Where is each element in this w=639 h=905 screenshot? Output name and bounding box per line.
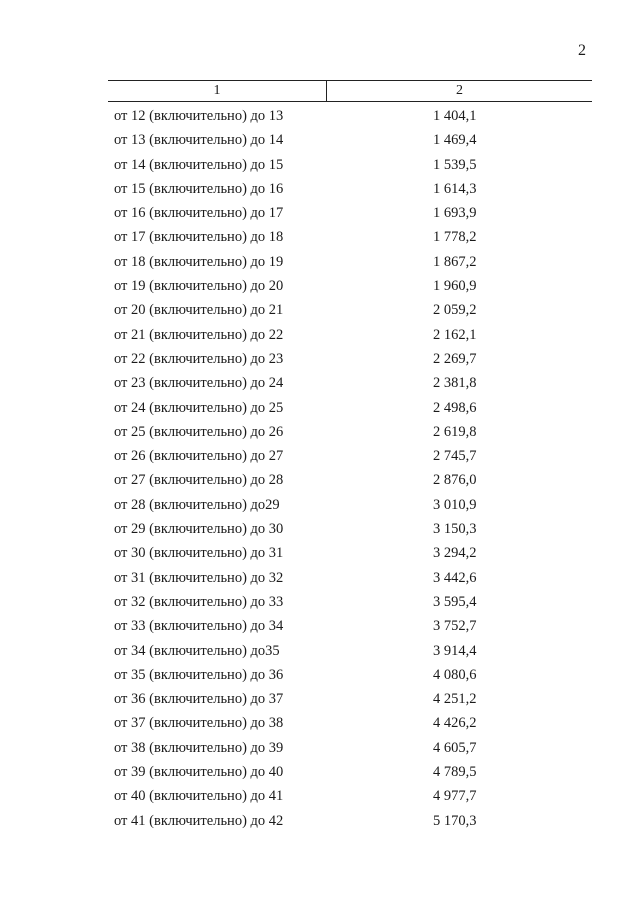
value-cell: 1 867,2 <box>433 253 477 270</box>
range-cell: от 26 (включительно) до 27 <box>114 448 284 465</box>
range-cell: от 22 (включительно) до 23 <box>114 350 284 367</box>
table-row <box>108 541 592 565</box>
range-cell: от 24 (включительно) до 25 <box>114 399 284 416</box>
range-cell: от 14 (включительно) до 15 <box>114 156 284 173</box>
value-cell: 2 876,0 <box>433 472 477 489</box>
range-cell: от 25 (включительно) до 26 <box>114 423 284 440</box>
table-row <box>108 444 592 468</box>
value-cell: 2 162,1 <box>433 326 477 343</box>
value-cell: 1 469,4 <box>433 132 477 149</box>
range-cell: от 35 (включительно) до 36 <box>114 666 284 683</box>
value-cell: 1 693,9 <box>433 205 477 222</box>
table-row <box>108 614 592 638</box>
value-cell: 3 595,4 <box>433 593 477 610</box>
table-row <box>108 736 592 760</box>
range-cell: от 17 (включительно) до 18 <box>114 229 284 246</box>
table-row <box>108 347 592 371</box>
table-row <box>108 420 592 444</box>
table-row <box>108 250 592 274</box>
table-row <box>108 639 592 663</box>
range-cell: от 15 (включительно) до 16 <box>114 180 284 197</box>
table-row <box>108 201 592 225</box>
range-cell: от 31 (включительно) до 32 <box>114 569 284 586</box>
table-row <box>108 760 592 784</box>
value-cell: 2 498,6 <box>433 399 477 416</box>
value-cell: 3 010,9 <box>433 496 477 513</box>
range-cell: от 16 (включительно) до 17 <box>114 205 284 222</box>
table-row <box>108 371 592 395</box>
table-row <box>108 517 592 541</box>
value-cell: 1 778,2 <box>433 229 477 246</box>
range-cell: от 21 (включительно) до 22 <box>114 326 284 343</box>
value-cell: 3 914,4 <box>433 642 477 659</box>
value-cell: 1 404,1 <box>433 108 477 124</box>
range-cell: от 19 (включительно) до 20 <box>114 278 284 295</box>
table-row <box>108 177 592 201</box>
table-row <box>108 128 592 152</box>
table-row <box>108 298 592 322</box>
table-row <box>108 468 592 492</box>
page-number: 2 <box>578 42 586 59</box>
table-row <box>108 566 592 590</box>
range-cell: от 28 (включительно) до29 <box>114 496 280 513</box>
range-cell: от 27 (включительно) до 28 <box>114 472 284 489</box>
range-cell: от 12 (включительно) до 13 <box>114 108 284 124</box>
value-cell: 4 426,2 <box>433 715 477 732</box>
table-header-col-2: 2 <box>456 83 463 98</box>
value-cell: 5 170,3 <box>433 812 477 829</box>
value-cell: 3 294,2 <box>433 545 477 562</box>
table-row <box>108 396 592 420</box>
value-cell: 2 745,7 <box>433 448 477 465</box>
value-cell: 2 269,7 <box>433 350 477 367</box>
table-row <box>108 323 592 347</box>
range-cell: от 32 (включительно) до 33 <box>114 593 284 610</box>
value-cell: 4 605,7 <box>433 739 477 756</box>
range-cell: от 33 (включительно) до 34 <box>114 618 284 635</box>
range-cell: от 37 (включительно) до 38 <box>114 715 284 732</box>
table-row <box>108 687 592 711</box>
range-cell: от 13 (включительно) до 14 <box>114 132 284 149</box>
table-row <box>108 225 592 249</box>
value-cell: 4 251,2 <box>433 691 477 708</box>
value-cell: 1 960,9 <box>433 278 477 295</box>
range-cell: от 40 (включительно) до 41 <box>114 788 284 805</box>
table-row <box>108 104 592 128</box>
range-cell: от 18 (включительно) до 19 <box>114 253 284 270</box>
table-row <box>108 153 592 177</box>
table-row <box>108 663 592 687</box>
value-cell: 1 539,5 <box>433 156 477 173</box>
value-cell: 2 619,8 <box>433 423 477 440</box>
value-cell: 3 752,7 <box>433 618 477 635</box>
table-row <box>108 590 592 614</box>
table-row <box>108 784 592 808</box>
range-cell: от 36 (включительно) до 37 <box>114 691 284 708</box>
range-cell: от 38 (включительно) до 39 <box>114 739 284 756</box>
table-header-col-1: 1 <box>108 81 327 101</box>
table-header-row <box>108 80 592 102</box>
value-cell: 2 381,8 <box>433 375 477 392</box>
table-body <box>108 104 592 833</box>
table-row <box>108 274 592 298</box>
value-cell: 4 080,6 <box>433 666 477 683</box>
range-cell: от 41 (включительно) до 42 <box>114 812 284 829</box>
value-cell: 1 614,3 <box>433 180 477 197</box>
table-row <box>108 493 592 517</box>
range-cell: от 30 (включительно) до 31 <box>114 545 284 562</box>
range-cell: от 34 (включительно) до35 <box>114 642 280 659</box>
table-row <box>108 809 592 833</box>
range-cell: от 29 (включительно) до 30 <box>114 521 284 538</box>
range-cell: от 39 (включительно) до 40 <box>114 764 284 781</box>
value-cell: 4 977,7 <box>433 788 477 805</box>
table-row <box>108 711 592 735</box>
value-cell: 3 442,6 <box>433 569 477 586</box>
range-cell: от 23 (включительно) до 24 <box>114 375 284 392</box>
value-cell: 2 059,2 <box>433 302 477 319</box>
value-cell: 3 150,3 <box>433 521 477 538</box>
value-cell: 4 789,5 <box>433 764 477 781</box>
data-table <box>108 80 592 833</box>
range-cell: от 20 (включительно) до 21 <box>114 302 284 319</box>
